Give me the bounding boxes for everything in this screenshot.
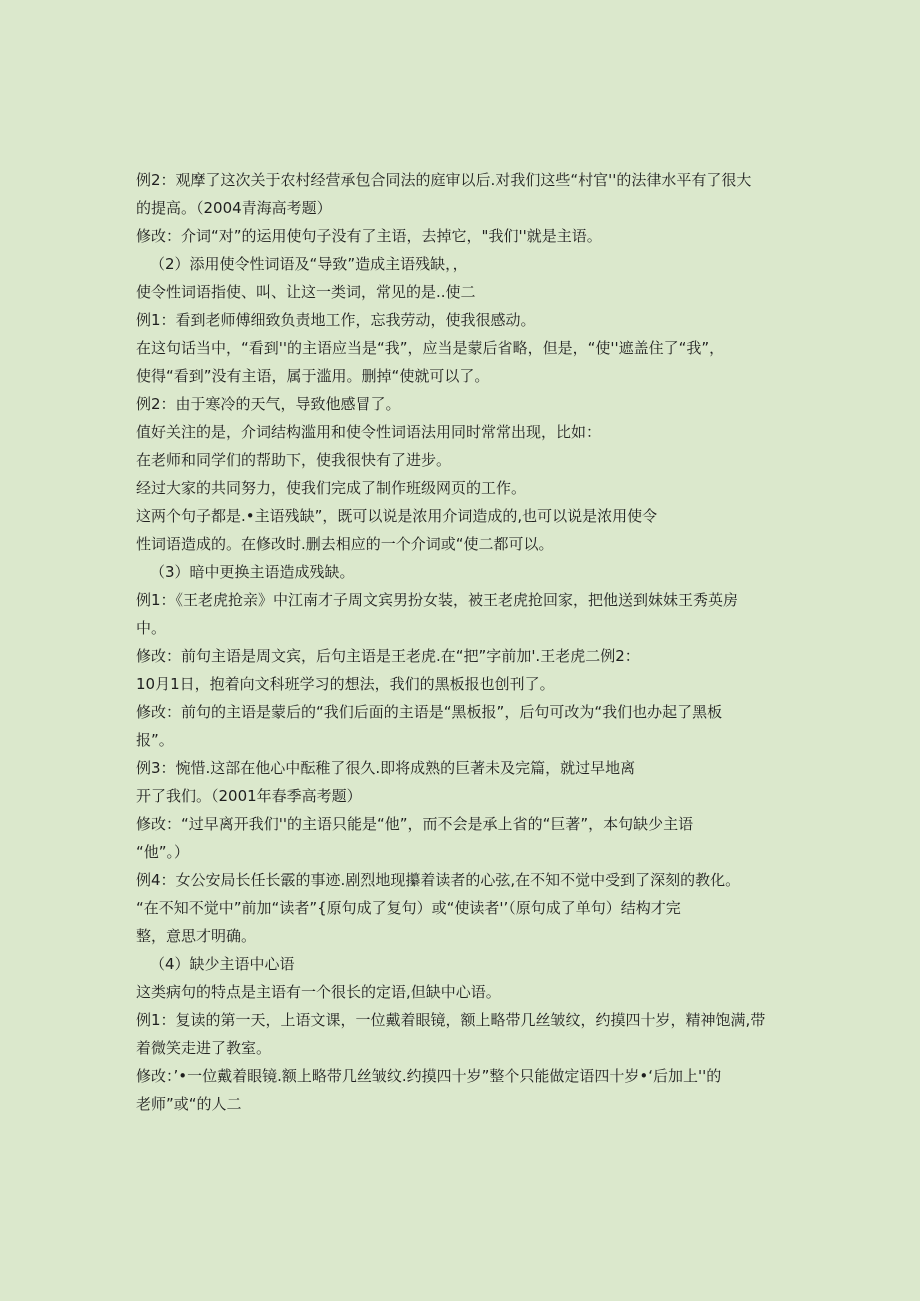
text-line: 中。	[136, 619, 167, 637]
text-line: 修改：’•一位戴着眼镜.额上略带几丝皱纹.约摸四十岁”整个只能做定语四十岁•‘后加上''的	[136, 1067, 722, 1085]
text-line: 例1：《王老虎抢亲》中江南才子周文宾男扮女装，被王老虎抢回家，把他送到妹妹王秀英房	[136, 591, 739, 609]
text-line: 10月1日，抱着向文科班学习的想法，我们的黑板报也创刊了。	[136, 675, 555, 693]
text-line: 着微笑走进了教室。	[136, 1039, 272, 1057]
text-line: 的提高。（2004青海高考题）	[136, 199, 332, 217]
text-line: 使得“看到”没有主语，属于滥用。删掉“使就可以了。	[136, 367, 490, 385]
text-line: 例3：惋惜.这部在他心中酝稚了很久.即将成熟的巨著未及完篇，就过早地离	[136, 759, 636, 777]
text-line: 修改：前句的主语是蒙后的“我们后面的主语是“黑板报”，后句可改为“我们也办起了黑板	[136, 703, 723, 721]
text-line: “他”。）	[136, 843, 190, 861]
text-line: 在老师和同学们的帮助下，使我很快有了进步。	[136, 451, 452, 469]
text-line: 修改：“过早离开我们''的主语只能是“他”，而不会是承上省的“巨著”，本句缺少主语	[136, 815, 694, 833]
section-heading: （2）添用使令性词语及“导致”造成主语残缺，，	[150, 255, 468, 273]
text-line: 老师”或“的人二	[136, 1095, 242, 1113]
text-line: 修改：介词“对”的运用使句子没有了主语，去掉它，"我们''就是主语。	[136, 227, 602, 245]
text-line: 例2：由于寒冷的天气，导致他感冒了。	[136, 395, 401, 413]
text-line: 报”。	[136, 731, 174, 749]
text-line: 这类病句的特点是主语有一个很长的定语,但缺中心语。	[136, 983, 501, 1001]
section-heading: （4）缺少主语中心语	[150, 955, 295, 973]
text-line: 例1：看到老师傅细致负责地工作，忘我劳动，使我很感动。	[136, 311, 536, 329]
text-line: 使令性词语指使、叫、让这一类词，常见的是..使二	[136, 283, 476, 301]
text-line: 例2：观摩了这次关于农村经营承包合同法的庭审以后.对我们这些“村官''的法律水平有了很大	[136, 171, 752, 189]
text-line: 修改：前句主语是周文宾，后句主语是王老虎.在“把”字前加'.王老虎二例2：	[136, 647, 640, 665]
text-line: 例4：女公安局长任长霰的事迹.剧烈地现攥着读者的心弦,在不知不觉中受到了深刻的教化。	[136, 871, 741, 889]
text-line: 在这句话当中，“看到''的主语应当是“我”，应当是蒙后省略，但是，“使''遮盖住了“我”，	[136, 339, 725, 357]
section-heading: （3）暗中更换主语造成残缺。	[150, 563, 355, 581]
text-line: “在不知不觉中”前加“读者”{原句成了复句）或“使读者'’（原句成了单句）结构才完	[136, 899, 681, 917]
text-line: 例1：复读的第一天，上语文课，一位戴着眼镜，额上略带几丝皱纹，约摸四十岁，精神饱满,带	[136, 1011, 766, 1029]
text-line: 开了我们。（2001年春季高考题）	[136, 787, 362, 805]
text-line: 性词语造成的。在修改时.删去相应的一个介词或“使二都可以。	[136, 535, 554, 553]
text-line: 整，意思才明确。	[136, 927, 257, 945]
text-line: 经过大家的共同努力，使我们完成了制作班级网页的工作。	[136, 479, 527, 497]
text-line: 这两个句子都是.•主语残缺”，既可以说是浓用介词造成的,也可以说是浓用使令	[136, 507, 658, 525]
text-line: 值好关注的是，介词结构滥用和使令性词语法用同时常常出现，比如：	[136, 423, 602, 441]
